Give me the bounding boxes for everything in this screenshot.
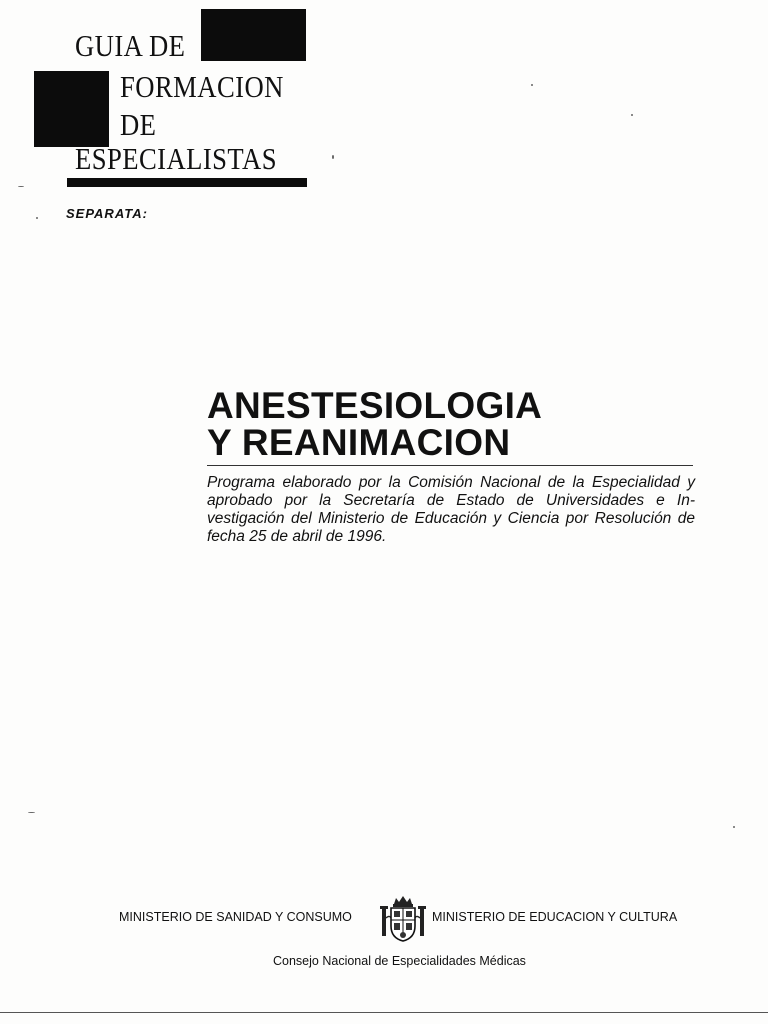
title-line-2: Y REANIMACION xyxy=(207,422,511,463)
header-line-3: DE xyxy=(120,107,157,142)
header-line-4: ESPECIALISTAS xyxy=(75,141,277,176)
council-label: Consejo Nacional de Especialidades Médicas xyxy=(273,954,526,968)
header-black-block-left xyxy=(34,71,109,147)
header-line-1: GUIA DE xyxy=(75,28,186,63)
title-underline xyxy=(207,465,693,466)
separata-label: SEPARATA: xyxy=(66,206,148,221)
program-description: Programa elaborado por la Comisión Nacional de la Especialidad y aprobado por la Secretaría de Estado de Universidades e Investigación del Ministerio de Educación y Ciencia por Resolución de fecha 25 de abril de 1996. xyxy=(207,474,695,545)
scan-speck xyxy=(28,812,35,813)
scan-speck xyxy=(18,186,24,187)
spain-coat-of-arms-icon xyxy=(380,894,426,944)
ministry-health-label: MINISTERIO DE SANIDAD Y CONSUMO xyxy=(119,910,352,924)
scan-speck xyxy=(36,217,38,219)
header-line-2: FORMACION xyxy=(120,69,284,104)
title-line-1: ANESTESIOLOGIA xyxy=(207,385,543,426)
header-black-block-top xyxy=(201,9,306,61)
page-bottom-rule xyxy=(0,1012,768,1013)
header-thick-rule xyxy=(67,178,307,187)
scan-speck xyxy=(531,84,533,86)
scan-speck xyxy=(332,155,334,159)
scan-speck xyxy=(733,826,735,828)
ministry-education-label: MINISTERIO DE EDUCACION Y CULTURA xyxy=(432,910,678,924)
scan-speck xyxy=(631,114,633,116)
